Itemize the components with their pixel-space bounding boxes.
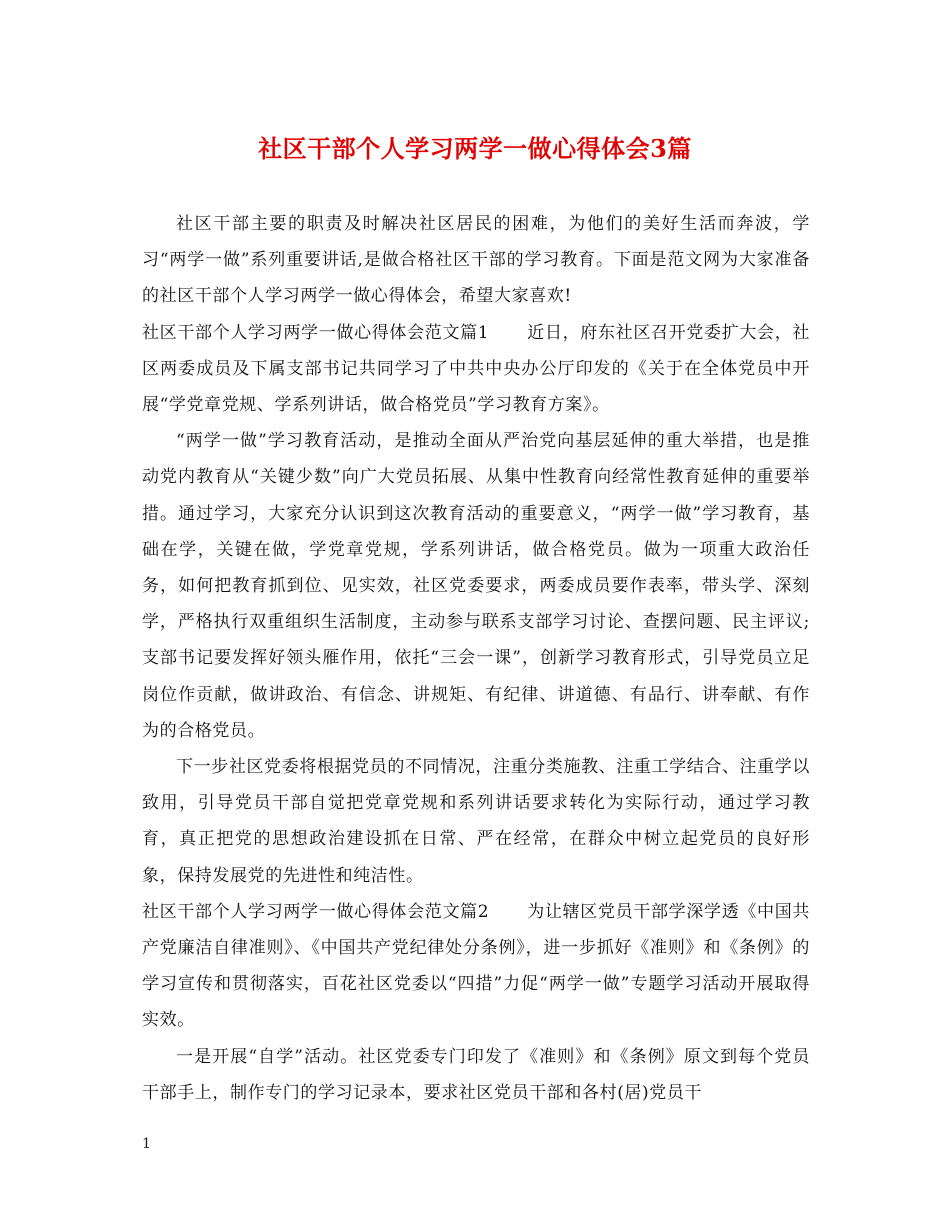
section-2-paragraph: [142, 894, 810, 1039]
document-title: 社区干部个人学习两学一做心得体会3篇: [258, 134, 692, 163]
body-paragraph: 下一步社区党委将根据党员的不同情况，注重分类施教、注重工学结合、注重学以致用，引导党员干部自觉把党章党规和系列讲话要求转化为实际行动，通过学习教育，真正把党的思想政治建设抓在日常、严在经常，在群众中树立起党员的良好形象，保持发展党的先进性和纯洁性。: [142, 757, 810, 886]
intro-paragraph: 社区干部主要的职责及时解决社区居民的困难，为他们的美好生活而奔波，学习“两学一做”系列重要讲话,是做合格社区干部的学习教育。下面是范文网为大家准备的社区干部个人学习两学一做心得体会，希望大家喜欢!: [142, 214, 810, 307]
section-1-heading: 社区干部个人学习两学一做心得体会范文篇1: [142, 322, 490, 343]
body-paragraph: “两学一做”学习教育活动，是推动全面从严治党向基层延伸的重大举措，也是推动党内教育从“关键少数”向广大党员拓展、从集中性教育向经常性教育延伸的重要举措。通过学习，大家充分认识到这次教育活动的重要意义，“两学一做”学习教育，基础在学，关键在做，学党章党规，学系列讲话，做合格党员。做为一项重大政治任务，如何把教育抓到位、见实效，社区党委要求，两委成员要作表率，带头学、深刻学，严格执行双重组织生活制度，主动参与联系支部学习讨论、查摆问题、民主评议;支部书记要发挥好领头雁作用，依托“三会一课”，创新学习教育形式，引导党员立足岗位作贡献，做讲政治、有信念、讲规矩、有纪律、讲道德、有品行、讲奉献、有作为的合格党员。: [142, 431, 810, 741]
document-body: [142, 206, 810, 1111]
body-paragraph: 一是开展“自学”活动。社区党委专门印发了《准则》和《条例》原文到每个党员干部手上，制作专门的学习记录本，要求社区党员干部和各村(居)党员干: [142, 1046, 810, 1103]
section-1-text: 近日，府东社区召开党委扩大会，社区两委成员及下属支部书记共同学习了中共中央办公厅印发的《关于在全体党员中开展“学党章党规、学系列讲话，做合格党员”学习教育方案》。: [142, 322, 810, 416]
page-number: 1: [142, 1136, 151, 1152]
section-2-heading: 社区干部个人学习两学一做心得体会范文篇2: [142, 901, 490, 922]
section-2-text: 为让辖区党员干部学深学透《中国共产党廉洁自律准则》、《中国共产党纪律处分条例》，进一步抓好《准则》和《条例》的学习宣传和贯彻落实，百花社区党委以“四措”力促“两学一做”专题学习活动开展取得实效。: [142, 901, 810, 1031]
section-1-paragraph: [142, 315, 810, 424]
